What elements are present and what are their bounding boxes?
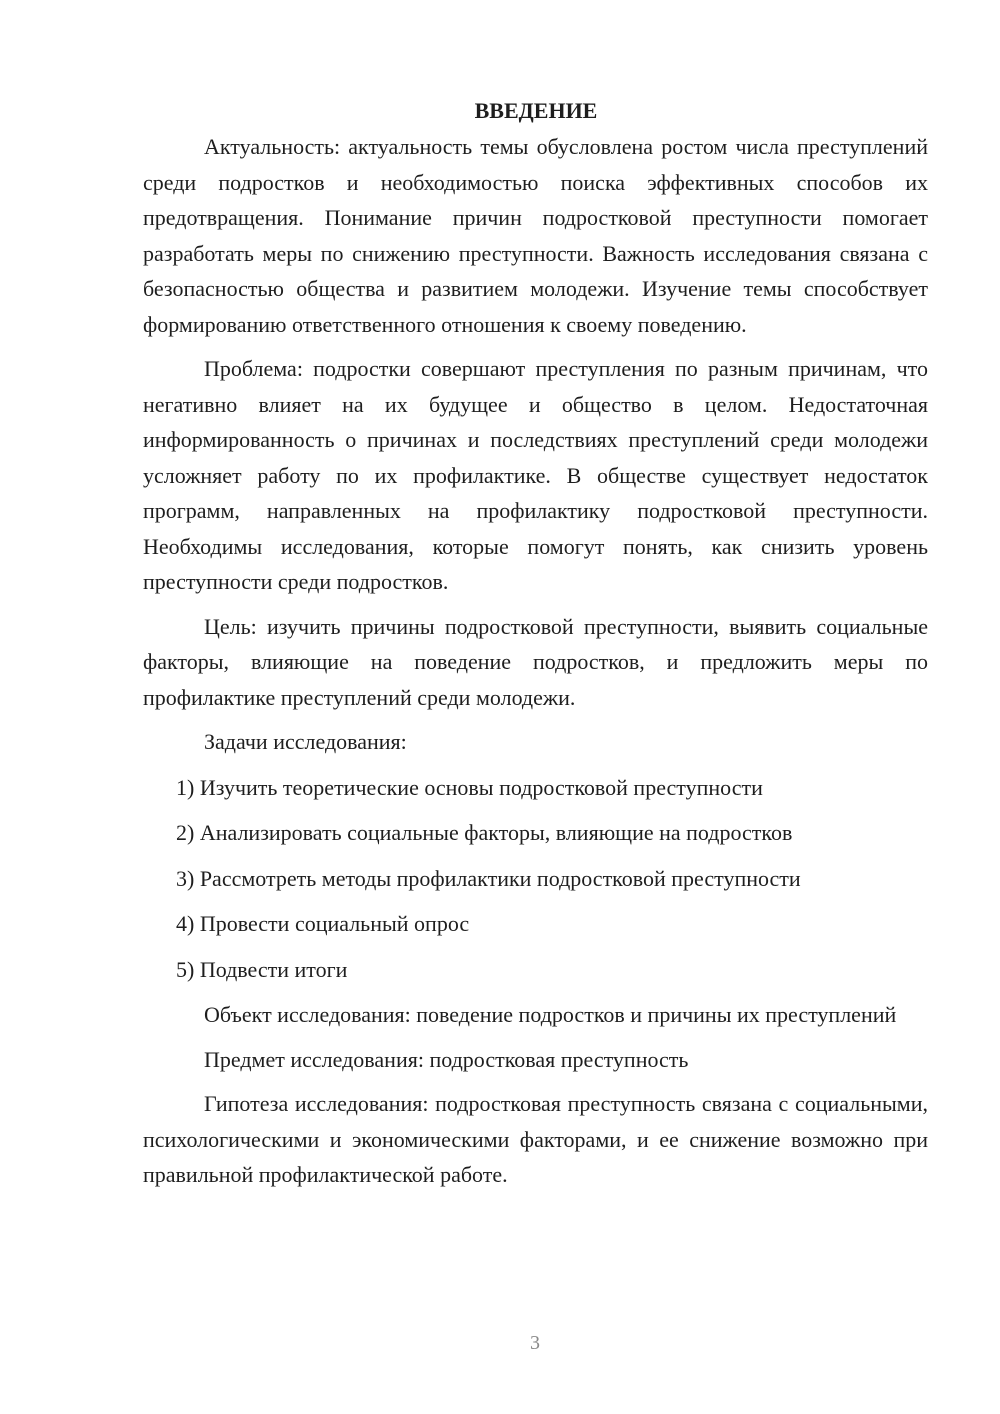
hypothesis-paragraph: Гипотеза исследования: подростковая преступность связана с социальными, психологическими и экономическими факторами, и ее снижение возможно при правильной профилактической работе. (143, 1091, 928, 1187)
task-item: 4) Провести социальный опрос (176, 911, 470, 936)
section-title: ВВЕДЕНИЕ (474, 98, 598, 123)
task-item: 5) Подвести итоги (176, 956, 348, 982)
task-item: 3) Рассмотреть методы профилактики подростковой преступности (176, 865, 801, 891)
subject-paragraph: Предмет исследования: подростковая преступность (204, 1046, 689, 1072)
page-number: 3 (530, 1332, 540, 1354)
goal-paragraph: Цель: изучить причины подростковой преступности, выявить социальные факторы, влияющие на поведение подростков, и предложить меры по профилактике преступлений среди молодежи. (143, 613, 928, 710)
task-item: 1) Изучить теоретические основы подростковой преступности (176, 774, 763, 800)
relevance-paragraph: Актуальность: актуальность темы обусловлена ростом числа преступлений среди подростков и необходимостью поиска эффективных способов их предотвращения. Понимание причин подростковой преступности помогает разработать меры по снижению преступности. Важность исследования связана с безопасностью общества и развитием молодежи. Изучение темы способствует формированию ответственного отношения к своему поведению. (143, 134, 928, 337)
problem-paragraph: Проблема: подростки совершают преступления по разным причинам, что негативно влияет на их будущее и общество в целом. Недостаточная информированность о причинах и последствиях преступлений среди молодежи усложняет работу по их профилактике. В обществе существует недостаток программ, направленных на профилактику подростковой преступности. Необходимы исследования, которые помогут понять, как снизить уровень преступности среди подростков. (143, 356, 928, 594)
object-paragraph: Объект исследования: поведение подростков и причины их преступлений (204, 1002, 897, 1027)
tasks-heading: Задачи исследования: (204, 729, 407, 754)
task-item: 2) Анализировать социальные факторы, влияющие на подростков (176, 820, 793, 845)
document-body (143, 93, 928, 1202)
